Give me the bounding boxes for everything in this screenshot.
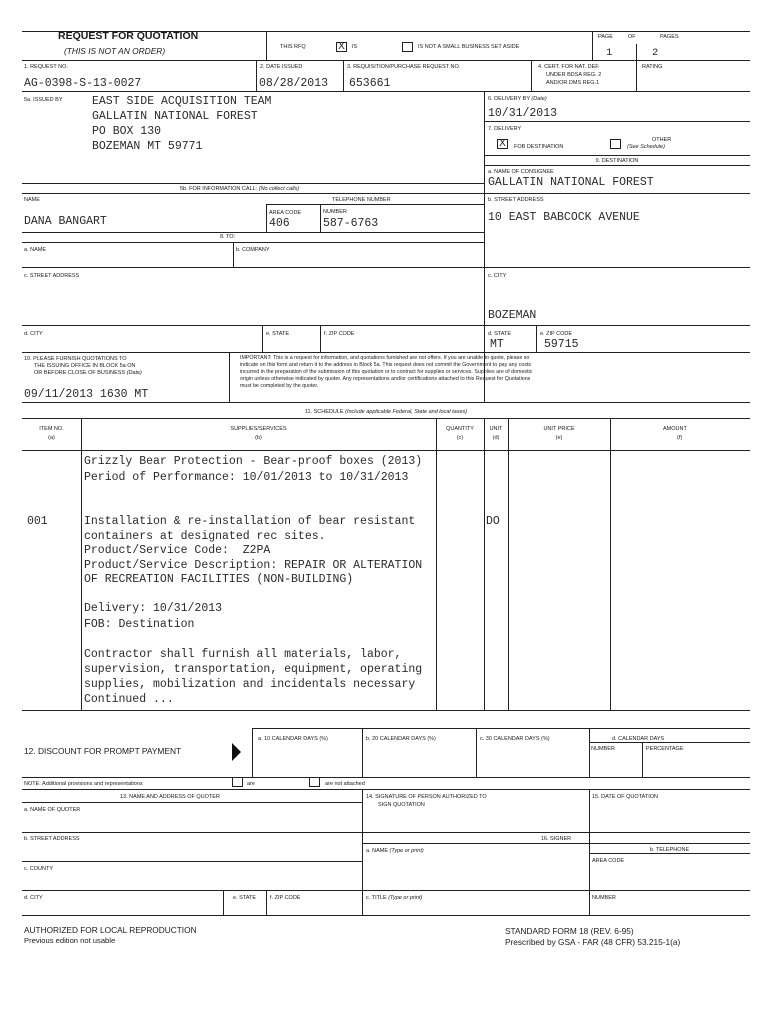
col-unit-sub: (d) (492, 435, 500, 441)
col-item-label: ITEM NO. (39, 426, 64, 432)
destination-label: 9. DESTINATION (595, 158, 639, 164)
form-subtitle: (THIS IS NOT AN ORDER) (64, 46, 166, 56)
delivery-by-value: 10/31/2013 (488, 107, 558, 120)
issued-by-line: PO BOX 130 (92, 125, 162, 138)
furnish-label: 10. PLEASE FURNISH QUOTATIONS TO (24, 356, 127, 362)
important-text: IMPORTANT: This is a request for information, and quotations furnished are not offers. If you are unable to quote, please so (240, 355, 530, 361)
discount-percentage-label: PERCENTAGE (646, 746, 684, 752)
divider (610, 418, 611, 710)
issued-by-label: 5a. ISSUED BY (24, 97, 63, 103)
to-city-label: d. CITY (24, 331, 43, 337)
county-label: c. COUNTY (24, 866, 54, 872)
divider (22, 418, 750, 419)
zip-label: e. ZIP CODE (540, 331, 572, 337)
area-code-label: AREA CODE (269, 210, 302, 216)
date-issued-value: 08/28/2013 (259, 77, 329, 90)
area-code-label-16: AREA CODE (592, 858, 625, 864)
date-issued-label: 2. DATE ISSUED (260, 64, 303, 70)
divider (636, 60, 637, 91)
city-value: BOZEMAN (488, 309, 537, 322)
divider (22, 352, 750, 353)
street-label: b. STREET ADDRESS (488, 197, 544, 203)
city-label: c. CITY (488, 273, 507, 279)
delivery-by-label: 6. DELIVERY BY (Date) (488, 96, 547, 102)
item-desc-line: Contractor shall furnish all materials, labor, (84, 648, 402, 661)
divider (476, 728, 477, 777)
important-text: origin unless otherwise indicated by quoter. Any representations and/or certifications attached to this Request for Quotations (240, 376, 531, 382)
telephone-label: TELEPHONE NUMBER (332, 197, 391, 203)
zip-value: 59715 (544, 338, 579, 351)
company-label: b. COMPANY (236, 247, 270, 253)
divider (22, 91, 750, 92)
is-checkbox[interactable]: X (336, 42, 347, 52)
discount-label: 12. DISCOUNT FOR PROMPT PAYMENT (24, 746, 182, 756)
footer-left-2: Previous edition not usable (24, 936, 116, 945)
signer-title-label: c. TITLE (Type or print) (366, 895, 423, 901)
page-label: PAGE (598, 34, 613, 40)
divider (484, 121, 750, 122)
are-label: are (247, 781, 255, 787)
number-value: 587-6763 (323, 217, 379, 230)
divider (589, 853, 750, 854)
issued-by-line: GALLATIN NATIONAL FOREST (92, 110, 258, 123)
divider (536, 325, 537, 352)
col-amount-label: AMOUNT (663, 426, 687, 432)
request-no-label: 1. REQUEST NO. (24, 64, 68, 70)
cert-label-2: UNDER BDSA REG. 2 (546, 72, 602, 78)
item-desc-line: Continued ... (84, 693, 174, 706)
divider (320, 325, 321, 352)
footer-right-1: STANDARD FORM 18 (REV. 6-95) (505, 926, 634, 936)
page-number: 1 (606, 47, 613, 59)
important-text: indicate on this form and return it to the address in Block 5a. This request does not commit the Government to pay any costs (240, 362, 532, 368)
requisition-value: 653661 (349, 77, 391, 90)
schedule-intro-line: Grizzly Bear Protection - Bear-proof boxes (2013) (84, 455, 423, 468)
divider (262, 325, 263, 352)
col-price-label: UNIT PRICE (543, 426, 575, 432)
item-desc-line: FOB: Destination (84, 618, 195, 631)
quoter-state-label: e. STATE (233, 895, 257, 901)
item-unit: DO (486, 515, 500, 528)
phone-number-label: NUMBER (592, 895, 616, 901)
state-label: d. STATE (488, 331, 512, 337)
are-checkbox[interactable] (232, 777, 243, 787)
divider (266, 204, 484, 205)
area-code-value: 406 (269, 217, 290, 230)
divider (362, 728, 363, 777)
state-value: MT (490, 338, 504, 351)
furnish-date-value: 09/11/2013 1630 MT (24, 388, 149, 401)
divider (22, 183, 484, 184)
is-label: IS (352, 44, 358, 50)
request-no-value: AG-0398-S-13-0027 (24, 77, 142, 90)
fob-checkbox[interactable]: X (497, 139, 508, 149)
other-checkbox[interactable] (610, 139, 621, 149)
quoter-zip-label: f. ZIP CODE (270, 895, 301, 901)
are-not-label: are not attached (325, 781, 365, 787)
rfq-label: THIS RFQ (280, 44, 306, 50)
important-text: must be completed by the quoter. (240, 383, 319, 389)
divider (484, 155, 750, 156)
item-desc-line: Delivery: 10/31/2013 (84, 602, 223, 615)
fob-label: FOB DESTINATION (514, 144, 564, 150)
col-supplies-label: SUPPLIES/SERVICES (230, 426, 287, 432)
quoter-title: 13. NAME AND ADDRESS OF QUOTER (120, 794, 220, 800)
to-label: 8. TO: (220, 234, 236, 240)
signature-label: 14. SIGNATURE OF PERSON AUTHORIZED TO (366, 794, 487, 800)
divider (589, 742, 750, 743)
item-desc-line: Installation & re-installation of bear resistant (84, 515, 416, 528)
contact-name-value: DANA BANGART (24, 215, 107, 228)
form-bottom-border (22, 915, 750, 916)
divider (22, 242, 484, 243)
pages-label: PAGES (660, 34, 679, 40)
divider (22, 450, 750, 451)
discount-10-label: a. 10 CALENDAR DAYS (%) (258, 736, 328, 742)
signature-label: SIGN QUOTATION (378, 802, 425, 808)
item-desc-line: OF RECREATION FACILITIES (NON-BUILDING) (84, 573, 354, 586)
footer-right-2: Prescribed by GSA - FAR (48 CFR) 53.215-1(a) (505, 937, 681, 947)
cert-label-3: AND/OR DMS REG.1 (546, 80, 600, 86)
divider (484, 165, 750, 166)
furnish-label: THE ISSUING OFFICE IN BLOCK 5a ON (34, 363, 136, 369)
divider (22, 802, 362, 803)
cert-label-1: 4. CERT. FOR NAT. DEF. (538, 64, 600, 70)
form-title: REQUEST FOR QUOTATION (58, 30, 199, 42)
to-zip-label: f. ZIP CODE (324, 331, 355, 337)
discount-30-label: c. 30 CALENDAR DAYS (%) (480, 736, 550, 742)
name-label: NAME (24, 197, 40, 203)
divider (266, 890, 267, 915)
discount-number-label: NUMBER (591, 746, 615, 752)
divider (22, 777, 750, 778)
info-call-label: 5b. FOR INFORMATION CALL: (No collect calls) (180, 186, 300, 192)
item-desc-line: Product/Service Code: Z2PA (84, 544, 271, 557)
quoter-street-label: b. STREET ADDRESS (24, 836, 80, 842)
consignee-label: a. NAME OF CONSIGNEE (488, 169, 554, 175)
divider (22, 890, 750, 891)
telephone-label-16: b. TELEPHONE (649, 847, 690, 853)
discount-cal-label: d. CALENDAR DAYS (612, 736, 665, 742)
item-desc-line: Product/Service Description: REPAIR OR ALTERATION (84, 559, 423, 572)
divider (362, 843, 750, 844)
divider (22, 402, 750, 403)
furnish-label: OR BEFORE CLOSE OF BUSINESS (Date) (34, 370, 142, 376)
discount-20-label: b. 20 CALENDAR DAYS (%) (366, 736, 436, 742)
col-supplies-sub: (b) (255, 435, 262, 441)
to-state-label: e. STATE (266, 331, 290, 337)
schedule-intro-line: Period of Performance: 10/01/2013 to 10/31/2013 (84, 471, 409, 484)
is-not-checkbox[interactable] (402, 42, 413, 52)
divider (22, 861, 362, 862)
divider (343, 60, 344, 91)
footer-left-1: AUTHORIZED FOR LOCAL REPRODUCTION (24, 925, 197, 935)
divider (22, 267, 750, 268)
schedule-title: 11. SCHEDULE (Include applicable Federal, State and local taxes) (304, 409, 468, 415)
other-label: OTHER (652, 137, 672, 143)
divider (592, 31, 593, 60)
delivery-label: 7. DELIVERY (488, 126, 522, 132)
note-label: NOTE: Additional provisions and representations (24, 781, 143, 787)
other-sub-label: (See Schedule) (627, 144, 665, 150)
item-desc-line: supervision, transportation, equipment, operating (84, 663, 423, 676)
divider (320, 204, 321, 232)
rating-label: RATING (642, 64, 663, 70)
divider (22, 325, 750, 326)
is-not-label: IS NOT A SMALL BUSINESS SET ASIDE (418, 44, 520, 50)
signer-name-label: a. NAME (Type or print) (366, 848, 424, 854)
divider (508, 418, 509, 710)
divider (81, 418, 82, 710)
item-number: 001 (27, 515, 48, 528)
divider (589, 728, 590, 777)
of-label: OF (628, 34, 636, 40)
divider (22, 710, 750, 711)
date-of-quotation-label: 15. DATE OF QUOTATION (592, 794, 659, 800)
divider (22, 789, 750, 790)
quoter-name-label: a. NAME OF QUOTER (24, 807, 81, 813)
divider (252, 728, 750, 729)
requisition-label: 3. REQUISITION/PURCHASE REQUEST NO. (347, 64, 461, 70)
divider (22, 832, 750, 833)
col-unit-label: UNIT (489, 426, 503, 432)
to-name-label: a. NAME (24, 247, 47, 253)
col-item-sub: (a) (48, 435, 55, 441)
issued-by-line: EAST SIDE ACQUISITION TEAM (92, 95, 272, 108)
divider (636, 44, 637, 60)
divider (256, 60, 257, 91)
divider (22, 193, 750, 194)
item-desc-line: containers at designated rec sites. (84, 530, 326, 543)
quoter-city-label: d. CITY (24, 895, 43, 901)
divider (642, 742, 643, 777)
col-qty-sub: (c) (456, 435, 464, 441)
arrow-right-icon (232, 743, 241, 761)
divider (252, 728, 253, 777)
col-amount-sub: (f) (677, 435, 683, 441)
page-count: 2 (652, 47, 659, 59)
divider (223, 890, 224, 915)
divider (484, 418, 485, 710)
consignee-value: GALLATIN NATIONAL FOREST (488, 176, 654, 189)
signer-label: 16. SIGNER (540, 836, 572, 842)
street-value: 10 EAST BABCOCK AVENUE (488, 211, 640, 224)
important-text: incurred in the preparation of the submission of this quotation or to contract for supplies or services. Supplies are of domestic (240, 369, 533, 375)
col-price-sub: (e) (555, 435, 563, 441)
divider (436, 418, 437, 710)
number-label: NUMBER (323, 209, 347, 215)
col-qty-label: QUANTITY (446, 426, 474, 432)
divider (233, 242, 234, 267)
divider (229, 352, 230, 402)
item-desc-line: supplies, mobilization and incidentals necessary (84, 678, 416, 691)
divider (22, 232, 484, 233)
issued-by-line: BOZEMAN MT 59771 (92, 140, 203, 153)
divider (266, 31, 267, 60)
to-street-label: c. STREET ADDRESS (24, 273, 80, 279)
divider (22, 60, 750, 61)
divider (266, 204, 267, 232)
are-not-checkbox[interactable] (309, 777, 320, 787)
divider (362, 789, 363, 915)
divider (531, 60, 532, 91)
